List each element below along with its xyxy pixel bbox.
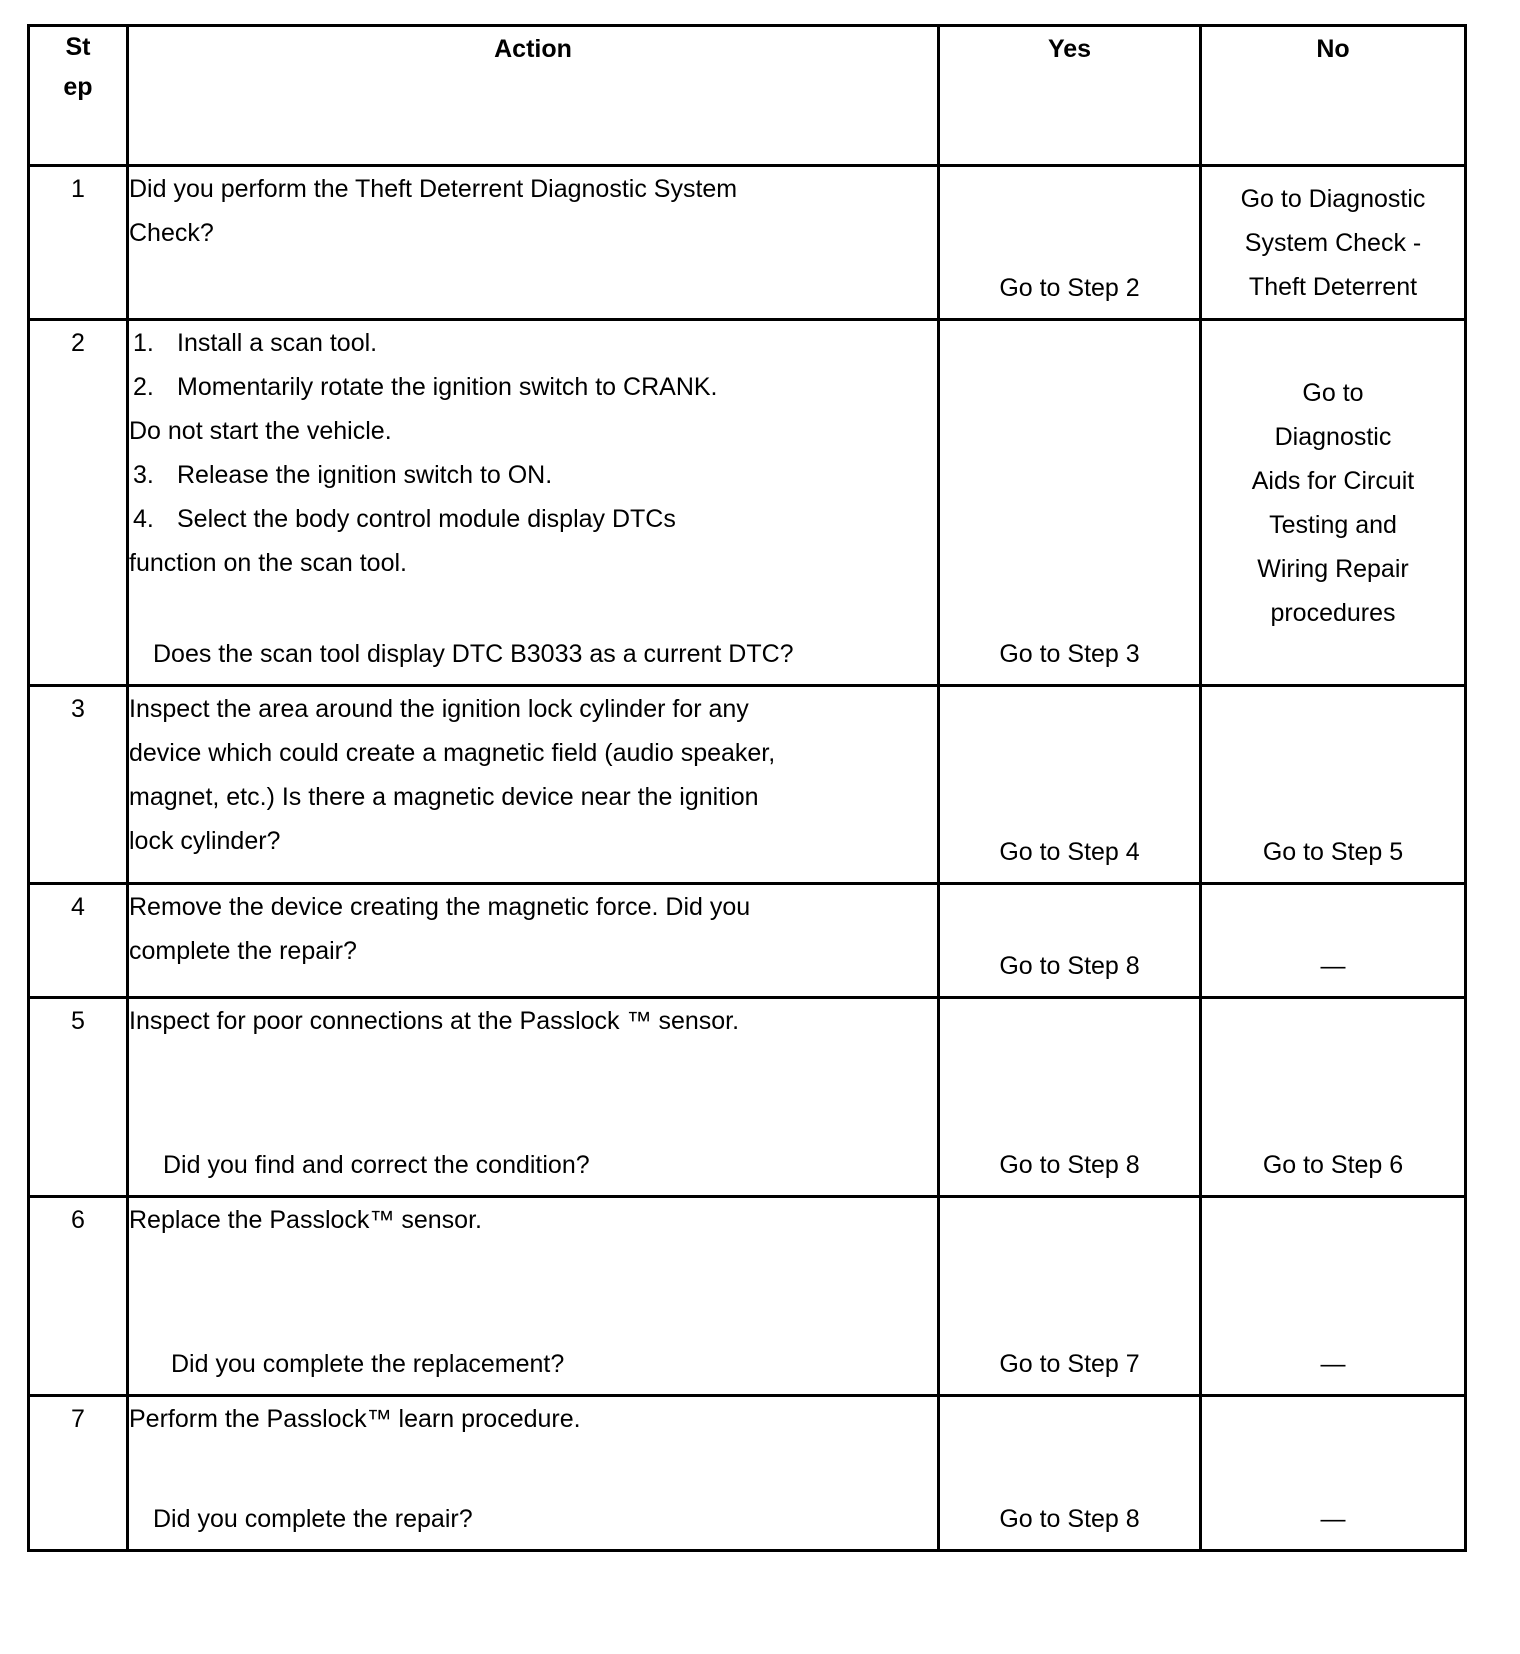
action-list-item (129, 497, 937, 541)
no-result-line: System Check - (1244, 229, 1422, 257)
list-text: Install a scan tool. (177, 329, 378, 357)
action-text: Remove the device creating the magnetic force. Did you (129, 893, 751, 921)
table-row (29, 1396, 1466, 1551)
header-no: No (1201, 26, 1466, 166)
table-row (29, 686, 1466, 884)
step-number: 6 (29, 1197, 128, 1396)
header-step-line2: ep (63, 73, 93, 101)
no-result-line: Go to (1302, 378, 1364, 407)
no-result: — (1320, 1505, 1346, 1533)
list-text: Select the body control module display DTCs (177, 505, 676, 533)
list-text: Release the ignition switch to ON. (177, 461, 553, 489)
yes-cell (939, 998, 1201, 1197)
list-number: 3. (133, 461, 154, 489)
list-number: 1. (133, 329, 154, 357)
yes-result: Go to Step 3 (999, 640, 1140, 668)
list-number: 4. (133, 505, 154, 533)
action-cell (128, 166, 939, 320)
step-number: 5 (29, 998, 128, 1197)
no-result (1202, 167, 1464, 309)
yes-cell (939, 1396, 1201, 1551)
table-row (29, 998, 1466, 1197)
no-result-line: Diagnostic (1274, 422, 1392, 451)
yes-cell (939, 1197, 1201, 1396)
no-cell (1201, 1197, 1466, 1396)
diagnostic-table (27, 24, 1467, 1552)
yes-result: Go to Step 2 (999, 274, 1140, 302)
yes-cell (939, 166, 1201, 320)
list-text: Momentarily rotate the ignition switch to CRANK. (177, 373, 718, 401)
step-number: 2 (29, 320, 128, 686)
yes-result: Go to Step 8 (999, 1151, 1140, 1179)
step-number: 1 (29, 166, 128, 320)
no-result-line: Aids for Circuit (1251, 466, 1415, 495)
no-cell (1201, 998, 1466, 1197)
no-cell (1201, 1396, 1466, 1551)
action-cell (128, 320, 939, 686)
yes-result: Go to Step 7 (999, 1350, 1140, 1378)
action-question: Did you complete the replacement? (171, 1350, 565, 1378)
action-text: Do not start the vehicle. (129, 417, 392, 445)
no-result (1202, 371, 1464, 635)
action-text: Did you perform the Theft Deterrent Diagnostic System (129, 175, 738, 203)
header-yes: Yes (939, 26, 1201, 166)
no-result-line: Go to Diagnostic (1240, 185, 1426, 213)
action-text: function on the scan tool. (129, 549, 407, 577)
no-result-line: Testing and (1269, 510, 1397, 539)
action-list-item (129, 453, 937, 497)
no-result-line: Theft Deterrent (1248, 273, 1418, 301)
no-result: Go to Step 6 (1262, 1151, 1404, 1179)
action-cell (128, 998, 939, 1197)
action-cell (128, 884, 939, 998)
no-cell (1201, 166, 1466, 320)
no-result-line: procedures (1270, 598, 1396, 627)
action-text: complete the repair? (129, 937, 357, 965)
action-question: Did you complete the repair? (153, 1505, 473, 1533)
step-number: 7 (29, 1396, 128, 1551)
table-row (29, 166, 1466, 320)
step-number: 4 (29, 884, 128, 998)
table-row (29, 1197, 1466, 1396)
table-row (29, 320, 1466, 686)
no-cell (1201, 686, 1466, 884)
action-text: Inspect for poor connections at the Passlock ™ sensor. (129, 1007, 740, 1035)
no-result: — (1320, 952, 1346, 980)
yes-result: Go to Step 8 (999, 1505, 1140, 1533)
yes-cell (939, 884, 1201, 998)
action-list-item (129, 321, 937, 365)
action-text: device which could create a magnetic field (audio speaker, (129, 739, 776, 767)
no-result-line: Wiring Repair (1257, 554, 1409, 583)
header-step (29, 26, 128, 166)
no-cell (1201, 320, 1466, 686)
action-text: magnet, etc.) Is there a magnetic device near the ignition (129, 783, 759, 811)
yes-result: Go to Step 4 (999, 838, 1140, 866)
action-question: Does the scan tool display DTC B3033 as a current DTC? (153, 640, 794, 668)
no-cell (1201, 884, 1466, 998)
action-cell (128, 686, 939, 884)
yes-cell (939, 686, 1201, 884)
no-result: — (1320, 1350, 1346, 1378)
action-cell (128, 1197, 939, 1396)
header-action: Action (128, 26, 939, 166)
action-text: Perform the Passlock™ learn procedure. (129, 1405, 581, 1433)
action-text: Check? (129, 219, 214, 247)
table-header-row (29, 26, 1466, 166)
yes-result: Go to Step 8 (999, 952, 1140, 980)
action-cell (128, 1396, 939, 1551)
yes-cell (939, 320, 1201, 686)
header-step-line1: St (65, 33, 91, 61)
action-list-item (129, 365, 937, 409)
action-text: lock cylinder? (129, 827, 281, 855)
list-number: 2. (133, 373, 154, 401)
action-question: Did you find and correct the condition? (163, 1151, 590, 1179)
action-text: Inspect the area around the ignition lock cylinder for any (129, 695, 749, 723)
action-text: Replace the Passlock™ sensor. (129, 1206, 482, 1234)
no-result: Go to Step 5 (1262, 838, 1404, 866)
step-number: 3 (29, 686, 128, 884)
table-row (29, 884, 1466, 998)
